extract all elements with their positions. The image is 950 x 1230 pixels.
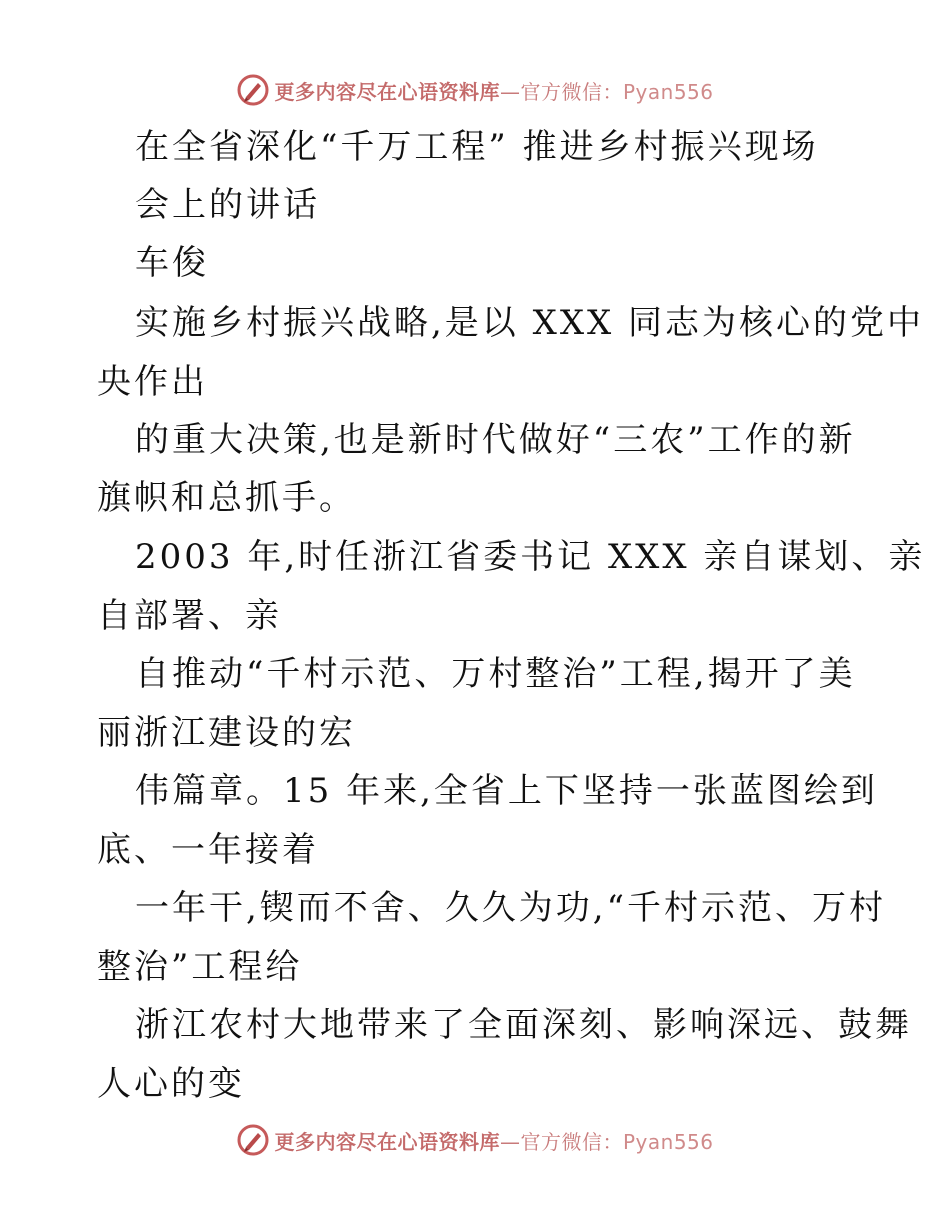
author-name: 车俊: [135, 243, 209, 283]
banner-account: Pyan556: [622, 79, 714, 104]
header-banner-text: [274, 76, 713, 105]
body-line-9: 伟篇章。15 年来,全省上下坚持一张蓝图绘到: [135, 771, 878, 811]
body-line-14: 人心的变: [97, 1064, 245, 1104]
banner-channel: 官方微信：: [520, 79, 623, 104]
banner-separator: —: [499, 1129, 521, 1154]
banner-account: Pyan556: [622, 1129, 714, 1154]
body-line-10: 底、一年接着: [97, 830, 319, 870]
banner-channel: 官方微信：: [520, 1129, 623, 1154]
body-line-11: 一年干,锲而不舍、久久为功,“千村示范、万村: [135, 888, 886, 928]
title-line-1: 在全省深化“千万工程” 推进乡村振兴现场: [135, 127, 819, 167]
body-line-2: 央作出: [97, 362, 208, 402]
body-line-6: 自部署、亲: [97, 596, 282, 636]
pen-logo-icon: [236, 1123, 270, 1157]
body-line-4: 旗帜和总抓手。: [97, 478, 356, 518]
body-line-3: 的重大决策,也是新时代做好“三农”工作的新: [135, 420, 856, 460]
title-line-2: 会上的讲话: [135, 185, 320, 225]
banner-brand: 更多内容尽在心语资料库: [274, 79, 500, 104]
footer-banner-text: [274, 1126, 713, 1155]
body-line-7: 自推动“千村示范、万村整治”工程,揭开了美: [135, 654, 856, 694]
body-line-1: 实施乡村振兴战略,是以 XXX 同志为核心的党中: [135, 303, 925, 343]
footer-banner: [0, 1120, 950, 1160]
body-line-12: 整治”工程给: [97, 947, 303, 987]
header-banner: [0, 70, 950, 110]
pen-logo-icon: [236, 73, 270, 107]
body-line-13: 浙江农村大地带来了全面深刻、影响深远、鼓舞: [135, 1005, 912, 1045]
banner-brand: 更多内容尽在心语资料库: [274, 1129, 500, 1154]
body-line-5: 2003 年,时任浙江省委书记 XXX 亲自谋划、亲: [135, 537, 926, 577]
body-line-8: 丽浙江建设的宏: [97, 713, 356, 753]
banner-separator: —: [499, 79, 521, 104]
